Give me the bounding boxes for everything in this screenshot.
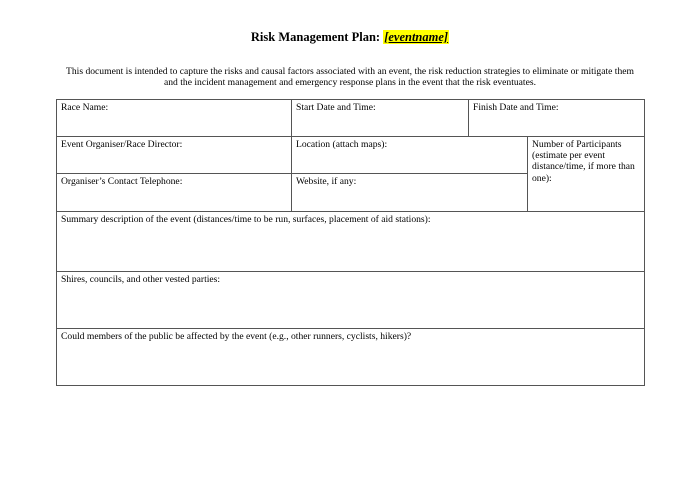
- event-summary-label: Summary description of the event (distances/time to be run, surfaces, placement of aid stations):: [61, 214, 431, 225]
- website-label: Website, if any:: [296, 176, 357, 187]
- contact-telephone-label: Organiser’s Contact Telephone:: [61, 176, 183, 187]
- event-summary-field[interactable]: [56, 211, 645, 272]
- event-organiser-field[interactable]: [56, 136, 292, 174]
- public-affected-field[interactable]: [56, 328, 645, 386]
- location-label: Location (attach maps):: [296, 139, 388, 150]
- website-field[interactable]: [291, 173, 528, 212]
- race-name-label: Race Name:: [61, 102, 109, 113]
- start-date-time-label: Start Date and Time:: [296, 102, 376, 113]
- page-title: Risk Management Plan: [eventname]: [250, 30, 449, 44]
- participants-field[interactable]: [527, 136, 645, 212]
- finish-date-time-label: Finish Date and Time:: [473, 102, 559, 113]
- public-affected-label: Could members of the public be affected by the event (e.g., other runners, cyclists, hikers)?: [61, 331, 412, 342]
- vested-parties-field[interactable]: [56, 271, 645, 329]
- start-date-time-field[interactable]: [291, 99, 469, 137]
- event-name-placeholder[interactable]: [eventname]: [384, 30, 449, 44]
- vested-parties-label: Shires, councils, and other vested parties:: [61, 274, 221, 285]
- event-organiser-label: Event Organiser/Race Director:: [61, 139, 183, 150]
- location-field[interactable]: [291, 136, 528, 174]
- participants-label: Number of Participants (estimate per event distance/time, if more than one):: [532, 139, 635, 184]
- finish-date-time-field[interactable]: [468, 99, 645, 137]
- intro-paragraph: This document is intended to capture the risks and causal factors associated with an event, the risk reduction strategies to eliminate or mitigate them and the incident management and emergency response plans in the event that the risk eventuates.: [66, 66, 634, 88]
- race-name-field[interactable]: [56, 99, 292, 137]
- contact-telephone-field[interactable]: [56, 173, 292, 212]
